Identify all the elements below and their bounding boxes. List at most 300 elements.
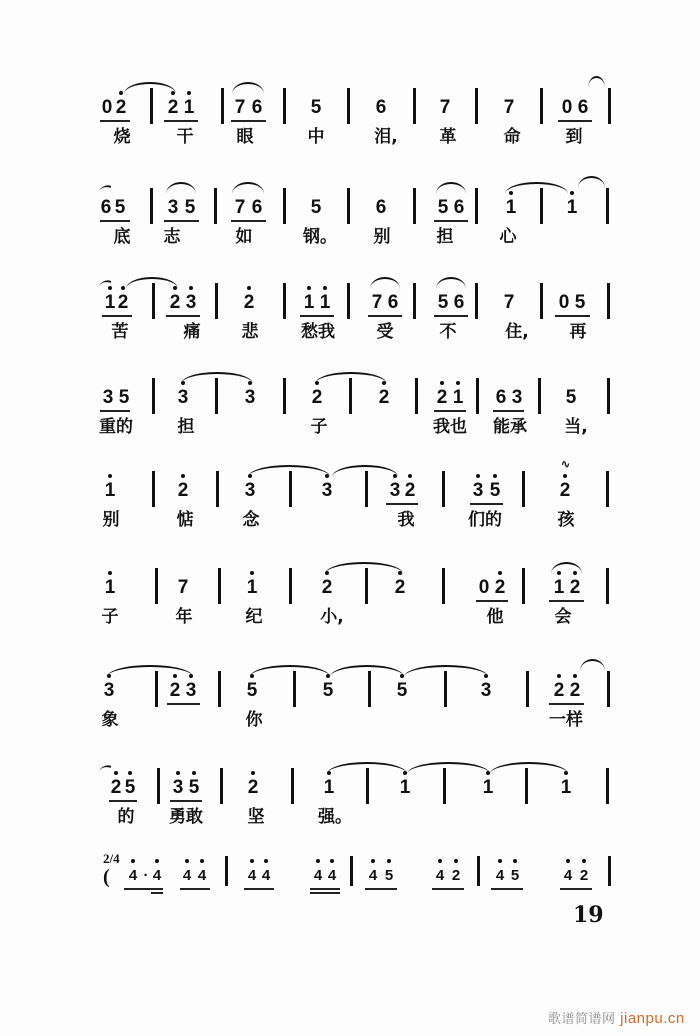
bar-line	[475, 88, 478, 124]
note: 4	[152, 867, 162, 884]
high-octave-dot	[250, 571, 254, 575]
lyric-syllable: 象	[101, 710, 119, 730]
note: 6	[387, 292, 399, 313]
high-octave-dot	[454, 859, 458, 863]
note: 2	[169, 292, 181, 313]
bar-line	[216, 471, 219, 507]
note: 6	[375, 197, 387, 218]
note: 2	[321, 577, 333, 598]
note: 6	[495, 387, 507, 408]
note: 2	[569, 680, 581, 701]
bar-line	[215, 283, 218, 319]
lyric-syllable: 眼	[236, 127, 254, 147]
note: 4	[368, 867, 378, 884]
lyric-syllable: 别	[373, 227, 391, 247]
eighth-underline	[560, 888, 592, 890]
note: 5	[184, 197, 196, 218]
note: 3	[167, 197, 179, 218]
eighth-underline	[310, 888, 340, 890]
tie-continues-icon	[578, 176, 605, 188]
slur-tie	[124, 82, 176, 94]
watermark-url: jianpu.cn	[620, 1010, 685, 1027]
high-octave-dot	[108, 571, 112, 575]
lyric-syllable: 年	[175, 607, 193, 627]
note: 4	[197, 867, 207, 884]
lyric-syllable: 受	[376, 322, 394, 342]
bar-line	[283, 378, 286, 414]
note: 4	[313, 867, 323, 884]
bar-line	[522, 471, 525, 507]
eighth-underline	[491, 888, 523, 890]
eighth-underline	[434, 315, 468, 317]
eighth-underline	[100, 410, 130, 412]
lyric-syllable: 再	[569, 322, 587, 342]
high-octave-dot	[189, 286, 193, 290]
note: 2	[167, 97, 179, 118]
note: 2	[115, 97, 127, 118]
lyric-syllable: 革	[439, 127, 457, 147]
turn-ornament-icon: ∿	[560, 457, 570, 471]
note: 4	[327, 867, 337, 884]
lyric-syllable: 钢。	[303, 227, 337, 247]
lyric-syllable: 的	[117, 807, 135, 827]
lyric-syllable: 烧	[113, 127, 131, 147]
note: 2	[243, 292, 255, 313]
note: 1	[104, 480, 116, 501]
note: 0	[101, 97, 113, 118]
bar-line	[606, 188, 609, 224]
watermark-site-name: 歌谱简谱网	[548, 1012, 616, 1027]
bar-line	[214, 188, 217, 224]
high-octave-dot	[128, 771, 132, 775]
high-octave-dot	[573, 674, 577, 678]
slur-tie	[404, 665, 488, 677]
eighth-underline	[470, 503, 503, 505]
lyric-syllable: 孩	[557, 510, 575, 530]
bar-line	[152, 378, 155, 414]
high-octave-dot	[187, 91, 191, 95]
high-octave-dot	[493, 474, 497, 478]
note: 7	[439, 97, 451, 118]
note: 4	[435, 867, 445, 884]
lyric-syllable: 能承	[493, 417, 527, 437]
note: 2	[494, 577, 506, 598]
bar-line	[607, 283, 610, 319]
bar-line	[540, 283, 543, 319]
lyric-syllable: 惦	[176, 510, 194, 530]
note: 0	[558, 292, 570, 313]
note: 5	[124, 777, 136, 798]
note: 1	[553, 577, 565, 598]
eighth-underline	[166, 315, 200, 317]
high-octave-dot	[114, 771, 118, 775]
bar-line	[218, 671, 221, 707]
high-octave-dot	[570, 191, 574, 195]
slur-tie	[232, 182, 264, 194]
eighth-underline	[100, 120, 130, 122]
high-octave-dot	[498, 859, 502, 863]
slur-tie	[327, 762, 407, 774]
lyric-syllable: 泪,	[374, 127, 398, 147]
slur-tie	[407, 762, 490, 774]
note: 2	[553, 680, 565, 701]
note: 5	[246, 680, 258, 701]
lyric-syllable: 痛	[183, 322, 201, 342]
note: 7	[503, 97, 515, 118]
eighth-underline	[549, 703, 584, 705]
eighth-underline	[109, 800, 137, 802]
note: 2	[579, 867, 589, 884]
bar-line	[347, 88, 350, 124]
high-octave-dot	[557, 674, 561, 678]
note: 7	[234, 97, 246, 118]
note: 4	[247, 867, 257, 884]
high-octave-dot	[323, 286, 327, 290]
bar-line	[289, 568, 292, 604]
note: 5	[188, 777, 200, 798]
note: 1	[104, 577, 116, 598]
high-octave-dot	[387, 859, 391, 863]
high-octave-dot	[185, 859, 189, 863]
eighth-underline	[432, 888, 464, 890]
high-octave-dot	[264, 859, 268, 863]
eighth-underline	[555, 315, 590, 317]
high-octave-dot	[456, 381, 460, 385]
lyric-syllable: 强。	[318, 807, 352, 827]
high-octave-dot	[563, 474, 567, 478]
note: 4	[261, 867, 271, 884]
high-octave-dot	[121, 286, 125, 290]
lyric-syllable: 苦	[111, 322, 129, 342]
lyric-syllable: 我也	[433, 417, 467, 437]
lyric-syllable: 命	[503, 127, 521, 147]
high-octave-dot	[247, 286, 251, 290]
lyric-syllable: 担	[436, 227, 454, 247]
note: 5	[114, 197, 126, 218]
high-octave-dot	[155, 859, 159, 863]
eighth-underline	[300, 315, 334, 317]
slur-tie	[370, 277, 400, 289]
lyric-syllable: 当,	[564, 417, 588, 437]
note: 5	[489, 480, 501, 501]
eighth-underline	[164, 220, 199, 222]
high-octave-dot	[476, 474, 480, 478]
lyric-syllable: 干	[176, 127, 194, 147]
bar-line	[522, 568, 525, 604]
note: 2	[451, 867, 461, 884]
bar-line	[475, 188, 478, 224]
note: 6	[375, 97, 387, 118]
bar-line	[415, 378, 418, 414]
bar-line	[157, 768, 160, 804]
high-octave-dot	[176, 771, 180, 775]
lyric-syllable: 悲	[241, 322, 259, 342]
note: 1	[323, 777, 335, 798]
lyric-syllable: 会	[554, 607, 572, 627]
high-octave-dot	[582, 859, 586, 863]
note: 6	[251, 97, 263, 118]
lyric-syllable: 子	[310, 417, 328, 437]
note: 6	[100, 197, 112, 218]
eighth-underline	[549, 600, 584, 602]
note: 5	[437, 292, 449, 313]
note: 0	[561, 97, 573, 118]
note: 3	[480, 680, 492, 701]
high-octave-dot	[119, 91, 123, 95]
eighth-underline	[100, 220, 130, 222]
note: 4	[182, 867, 192, 884]
note: 5	[574, 292, 586, 313]
note: 3	[172, 777, 184, 798]
lyric-syllable: 别	[102, 510, 120, 530]
bar-line	[538, 378, 541, 414]
slur-tie	[330, 665, 404, 677]
lyric-syllable: 念	[242, 510, 260, 530]
bar-line	[347, 188, 350, 224]
watermark	[548, 1008, 685, 1027]
bar-line	[350, 856, 353, 886]
lyric-syllable: 住,	[505, 322, 529, 342]
bar-line	[225, 856, 228, 886]
note: 5	[396, 680, 408, 701]
high-octave-dot	[330, 859, 334, 863]
note: 2	[404, 480, 416, 501]
high-octave-dot	[513, 859, 517, 863]
sixteenth-underline	[151, 892, 163, 894]
high-octave-dot	[131, 859, 135, 863]
slur-tie	[332, 465, 398, 477]
slur-tie	[436, 277, 466, 289]
eighth-underline	[244, 888, 274, 890]
note: ·	[143, 867, 149, 884]
eighth-underline	[434, 410, 466, 412]
bar-line	[220, 768, 223, 804]
high-octave-dot	[498, 571, 502, 575]
page-number: 19	[573, 902, 604, 928]
note: 2	[110, 777, 122, 798]
high-octave-dot	[566, 859, 570, 863]
bar-line	[291, 768, 294, 804]
lyric-syllable: 小,	[320, 607, 344, 627]
note: 1	[104, 292, 116, 313]
bar-line	[526, 671, 529, 707]
note: 5	[384, 867, 394, 884]
high-octave-dot	[192, 771, 196, 775]
note: 3	[177, 387, 189, 408]
note: 4	[495, 867, 505, 884]
note: 3	[511, 387, 523, 408]
lyric-syllable: 心	[499, 227, 517, 247]
note: 5	[310, 197, 322, 218]
slur-tie	[232, 82, 264, 94]
note: 5	[118, 387, 130, 408]
slur-tie	[250, 665, 330, 677]
note: 2	[378, 387, 390, 408]
eighth-underline	[434, 220, 468, 222]
eighth-underline	[102, 315, 132, 317]
eighth-underline	[170, 800, 202, 802]
slur-tie	[325, 562, 403, 574]
bar-line	[283, 188, 286, 224]
lyric-syllable: 中	[307, 127, 325, 147]
bar-line	[477, 856, 480, 886]
bar-line	[606, 768, 609, 804]
high-octave-dot	[307, 286, 311, 290]
note: 1	[319, 292, 331, 313]
note: 3	[103, 680, 115, 701]
bar-line	[607, 378, 610, 414]
note: 3	[321, 480, 333, 501]
note: 2	[169, 680, 181, 701]
note: 2	[311, 387, 323, 408]
high-octave-dot	[108, 474, 112, 478]
eighth-underline	[231, 220, 266, 222]
tie-continues-icon	[588, 76, 605, 88]
note: 2	[177, 480, 189, 501]
high-octave-dot	[438, 859, 442, 863]
note: 7	[503, 292, 515, 313]
lyric-syllable: 纪	[245, 607, 263, 627]
eighth-underline	[124, 888, 163, 890]
lyric-syllable: 志	[163, 227, 181, 247]
lyric-syllable: 坚	[247, 807, 265, 827]
note: 3	[185, 680, 197, 701]
note: 1	[246, 577, 258, 598]
lyric-syllable: 子	[101, 607, 119, 627]
lyric-syllable: 勇敢	[169, 807, 203, 827]
note: 4	[128, 867, 138, 884]
slur-tie	[166, 182, 196, 194]
slur-tie	[181, 372, 253, 384]
note: 2	[394, 577, 406, 598]
note: 5	[310, 97, 322, 118]
bar-line	[608, 856, 611, 886]
lyric-syllable: 一样	[549, 710, 583, 730]
note: 7	[371, 292, 383, 313]
accompaniment-open-paren: (	[103, 866, 110, 888]
note: 6	[453, 292, 465, 313]
bar-line	[221, 88, 224, 124]
bar-line	[283, 88, 286, 124]
note: 2	[569, 577, 581, 598]
bar-line	[607, 671, 610, 707]
high-octave-dot	[200, 859, 204, 863]
bar-line	[413, 283, 416, 319]
lyric-syllable: 我	[397, 510, 415, 530]
lyric-syllable: 重的	[99, 417, 133, 437]
lyric-syllable: 他	[486, 607, 504, 627]
bar-line	[155, 568, 158, 604]
sixteenth-underline	[310, 892, 340, 894]
note: 1	[482, 777, 494, 798]
note: 2	[117, 292, 129, 313]
note: 2	[559, 480, 571, 501]
note: 1	[303, 292, 315, 313]
note: 5	[510, 867, 520, 884]
note: 3	[389, 480, 401, 501]
lyric-syllable: 底	[113, 227, 131, 247]
eighth-underline	[231, 120, 266, 122]
slur-tie	[505, 182, 568, 194]
bar-line	[218, 568, 221, 604]
lyric-syllable: 你	[245, 710, 263, 730]
tie-from-previous-icon	[99, 183, 112, 196]
note: 5	[322, 680, 334, 701]
note: 1	[452, 387, 464, 408]
eighth-underline	[164, 120, 198, 122]
lyric-syllable: 们的	[468, 510, 502, 530]
note: 2	[436, 387, 448, 408]
eighth-underline	[493, 410, 524, 412]
note: 0	[478, 577, 490, 598]
lyric-syllable: 到	[565, 127, 583, 147]
bar-line	[540, 88, 543, 124]
bar-line	[475, 283, 478, 319]
note: 6	[453, 197, 465, 218]
bar-line	[606, 471, 609, 507]
tie-from-previous-icon	[99, 763, 112, 776]
bar-line	[347, 283, 350, 319]
note: 1	[183, 97, 195, 118]
bar-line	[606, 568, 609, 604]
eighth-underline	[368, 315, 402, 317]
bar-line	[152, 471, 155, 507]
note: 7	[177, 577, 189, 598]
tie-continues-icon	[580, 659, 605, 671]
high-octave-dot	[316, 859, 320, 863]
note: 1	[505, 197, 517, 218]
bar-line	[442, 471, 445, 507]
slur-tie	[248, 465, 330, 477]
eighth-underline	[365, 888, 397, 890]
note: 3	[102, 387, 114, 408]
eighth-underline	[476, 600, 508, 602]
eighth-underline	[180, 888, 210, 890]
lyric-syllable: 如	[235, 227, 253, 247]
high-octave-dot	[408, 474, 412, 478]
note: 1	[399, 777, 411, 798]
note: 3	[244, 480, 256, 501]
slur-tie	[126, 277, 178, 289]
note: 3	[244, 387, 256, 408]
lyric-syllable: 担	[177, 417, 195, 437]
high-octave-dot	[181, 474, 185, 478]
high-octave-dot	[440, 381, 444, 385]
note: 6	[577, 97, 589, 118]
slur-tie	[490, 762, 568, 774]
note: 1	[566, 197, 578, 218]
bar-line	[150, 188, 153, 224]
bar-line	[283, 283, 286, 319]
note: 5	[437, 197, 449, 218]
bar-line	[608, 88, 611, 124]
note: 4	[563, 867, 573, 884]
eighth-underline	[558, 120, 592, 122]
bar-line	[442, 568, 445, 604]
high-octave-dot	[371, 859, 375, 863]
note: 5	[565, 387, 577, 408]
slur-tie	[315, 372, 387, 384]
bar-line	[413, 88, 416, 124]
note: 6	[251, 197, 263, 218]
bar-line	[476, 378, 479, 414]
note: 1	[560, 777, 572, 798]
note: 2	[247, 777, 259, 798]
note: 3	[472, 480, 484, 501]
lyric-syllable: 愁我	[301, 322, 335, 342]
slur-tie	[107, 665, 193, 677]
high-octave-dot	[251, 771, 255, 775]
